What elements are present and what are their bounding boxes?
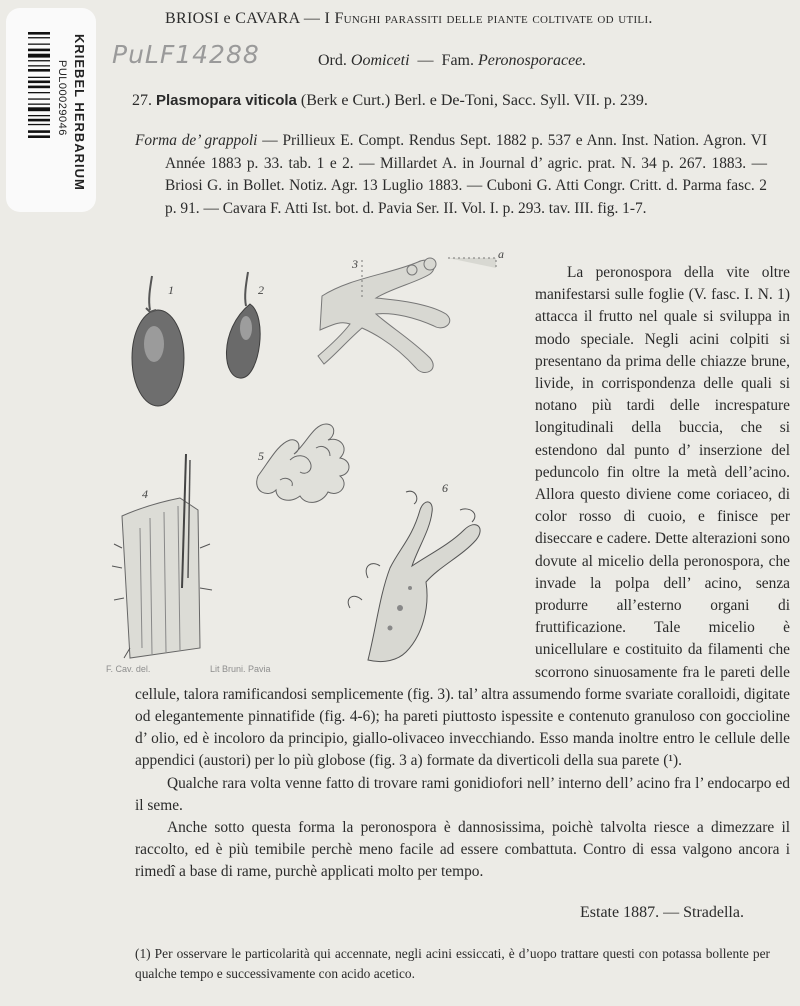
header-authors: BRIOSI e CAVARA: [165, 10, 300, 27]
collection-info: [580, 904, 744, 922]
plate-spacer: [135, 262, 535, 682]
species-line: [132, 92, 648, 110]
herbarium-label: [6, 8, 96, 212]
species-authority: (Berk e Curt.) Berl. e De-Toni, Sacc. Syll. VII. p. 239.: [300, 92, 648, 109]
fig-label-a: a: [498, 248, 504, 261]
series-title: I Funghi parassiti delle piante coltivate od utili.: [324, 10, 653, 27]
form-name: Forma de’ grappoli: [135, 132, 258, 149]
barcode: [28, 32, 50, 170]
herbarium-code: PUL00029046: [56, 60, 68, 136]
fig-label-1: 1: [168, 283, 174, 297]
paragraph-2: Qualche rara volta venne fatto di trovare rami gonidiofori nell’ interno dell’ acino fra l’ endocarpo ed il seme.: [135, 774, 790, 814]
fig-label-2: 2: [258, 283, 264, 297]
order-name: Oomiceti: [350, 52, 410, 69]
paragraph-3: Anche sotto questa forma la peronospora è dannosissima, poichè talvolta riesce a dimezzare il raccolto, ed è più temibile perchè meno facile ad essere combattuta. Contro di essa valgono ancora i rimedî a base di rame, purchè applicati molto per tempo.: [135, 819, 790, 881]
handwritten-id: PuLF14288: [112, 40, 260, 69]
fig-label-6: 6: [442, 481, 448, 495]
family-name: Peronosporacee.: [478, 52, 587, 69]
fig-label-4: 4: [142, 487, 148, 501]
fig-label-5: 5: [258, 449, 264, 463]
artist-credit: F. Cav. del.: [106, 664, 151, 674]
collection-locality: Stradella.: [683, 904, 744, 921]
species-name: Plasmopara viticola: [156, 92, 297, 109]
footnote: (1) Per osservare le particolarità qui accennate, negli acini essiccati, è d’uopo trattare questi con potassa bollente per qualche tempo e successivamente con acido acetico.: [135, 946, 770, 981]
header-dash: —: [303, 10, 321, 27]
family-label: Fam.: [441, 52, 474, 69]
herbarium-name: KRIEBEL HERBARIUM: [72, 34, 87, 191]
fig-label-3: 3: [352, 257, 358, 271]
paragraph-1: La peronospora della vite oltre manifestarsi sulle foglie (V. fasc. I. N. 1) attacca il frutto nel quale si sviluppa in modo speciale. Negli acini colpiti si presentano da prima delle chiazze brune, livide, in corrispondenza delle quali si notano più tardi delle increspature longitudinali della buccia, che si estendono dal punto d’ inserzione del peduncolo fin oltre la metà dell’acino. Allora questo diviene come coriaceo, di color rosso di cuoio, e finisce per diseccare e cadere. Dette alterazioni sono dovute al micelio della peronospora, che invade la polpa dell’ acino, senza produrre all’esterno organi di fruttificazione. Tale micelio è unicellulare e costituito da filamenti che scorrono sinuosamente fra le pareti delle cellule, talora ramificandosi semplicemente (fig. 3). tal’ altra assumendo forme svariate coralloidi, digitate od elegantemente pinnatifide (fig. 4-6); ha pareti piuttosto ispessite e contenuto granuloso con goccioline d’ olio, ed è incoloro da principio, giallo-olivaceo invecchiando. Esso manda inoltre entro le cellule delle appendici (austori) per lo più globose (fig. 3 a) formate da diverticoli della sua parete (¹).: [135, 264, 790, 770]
lithographer-credit: Lit Bruni. Pavia: [210, 664, 271, 674]
references-text: — Prillieux E. Compt. Rendus Sept. 1882 p. 537 e Ann. Inst. Nation. Agron. VI Année 1883 p. 33. tab. 1 e 2. — Millardet A. in Journal d’ agric. prat. N. 34 p. 267. 1883. — Briosi G. in Bollet. Notiz. Agr. 13 Luglio 1883. — Cuboni G. Atti Congr. Critt. d. Parma fasc. 2 p. 91. — Cavara F. Atti Ist. bot. d. Pavia Ser. II. Vol. I. p. 293. tav. III. fig. 1-7.: [165, 132, 767, 217]
collection-dash: —: [663, 904, 680, 921]
main-text: [135, 262, 790, 884]
collection-season: Estate 1887.: [580, 904, 660, 921]
order-label: Ord.: [318, 52, 347, 69]
references: [135, 130, 767, 220]
taxonomy-line: Ord. Oomiceti — Fam. Peronosporacee.: [318, 52, 587, 69]
series-header: [165, 10, 653, 28]
species-number: 27.: [132, 92, 152, 109]
